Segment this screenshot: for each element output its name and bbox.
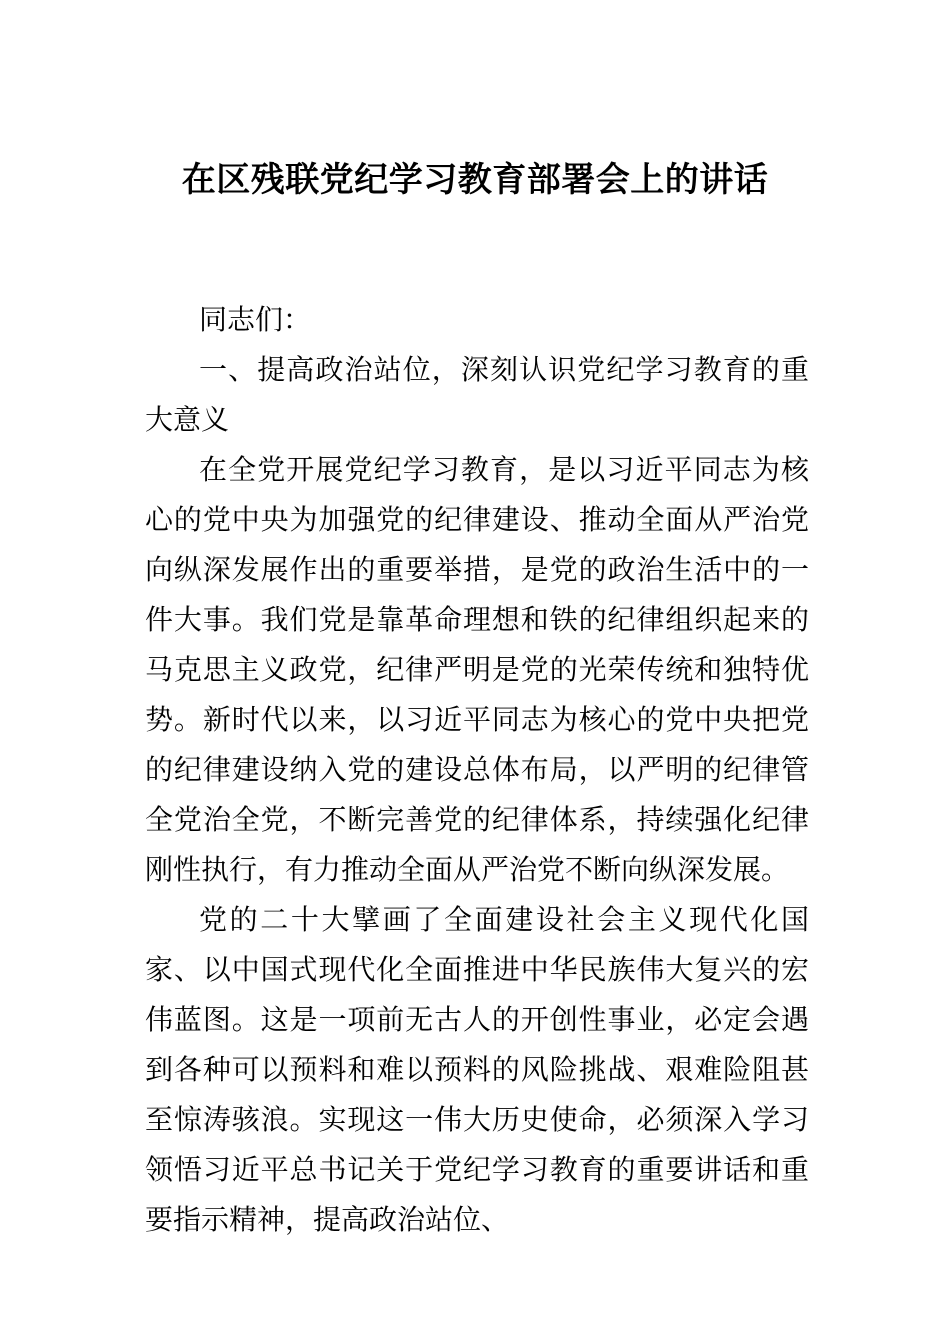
document-title: 在区残联党纪学习教育部署会上的讲话 — [181, 160, 769, 200]
paragraph: 在全党开展党纪学习教育，是以习近平同志为核心的党中央为加强党的纪律建设、推动全面从严治党向纵深发展作出的重要举措，是党的政治生活中的一件大事。我们党是靠革命理想和铁的纪律组织起来的马克思主义政党，纪律严明是党的光荣传统和独特优势。新时代以来，以习近平同志为核心的党中央把党的纪律建设纳入党的建设总体布局，以严明的纪律管全党治全党，不断完善党的纪律体系，持续强化纪律刚性执行，有力推动全面从严治党不断向纵深发展。 — [145, 453, 809, 886]
document-body — [145, 295, 809, 1245]
salutation: 同志们： — [199, 303, 312, 336]
paragraph: 党的二十大擘画了全面建设社会主义现代化国家、以中国式现代化全面推进中华民族伟大复兴的宏伟蓝图。这是一项前无古人的开创性事业，必定会遇到各种可以预料和难以预料的风险挑战、艰难险阻甚至惊涛骇浪。实现这一伟大历史使命，必须深入学习领悟习近平总书记关于党纪学习教育的重要讲话和重要指示精神，提高政治站位、 — [145, 903, 809, 1236]
section-heading: 一、提高政治站位，深刻认识党纪学习教育的重大意义 — [145, 353, 809, 436]
